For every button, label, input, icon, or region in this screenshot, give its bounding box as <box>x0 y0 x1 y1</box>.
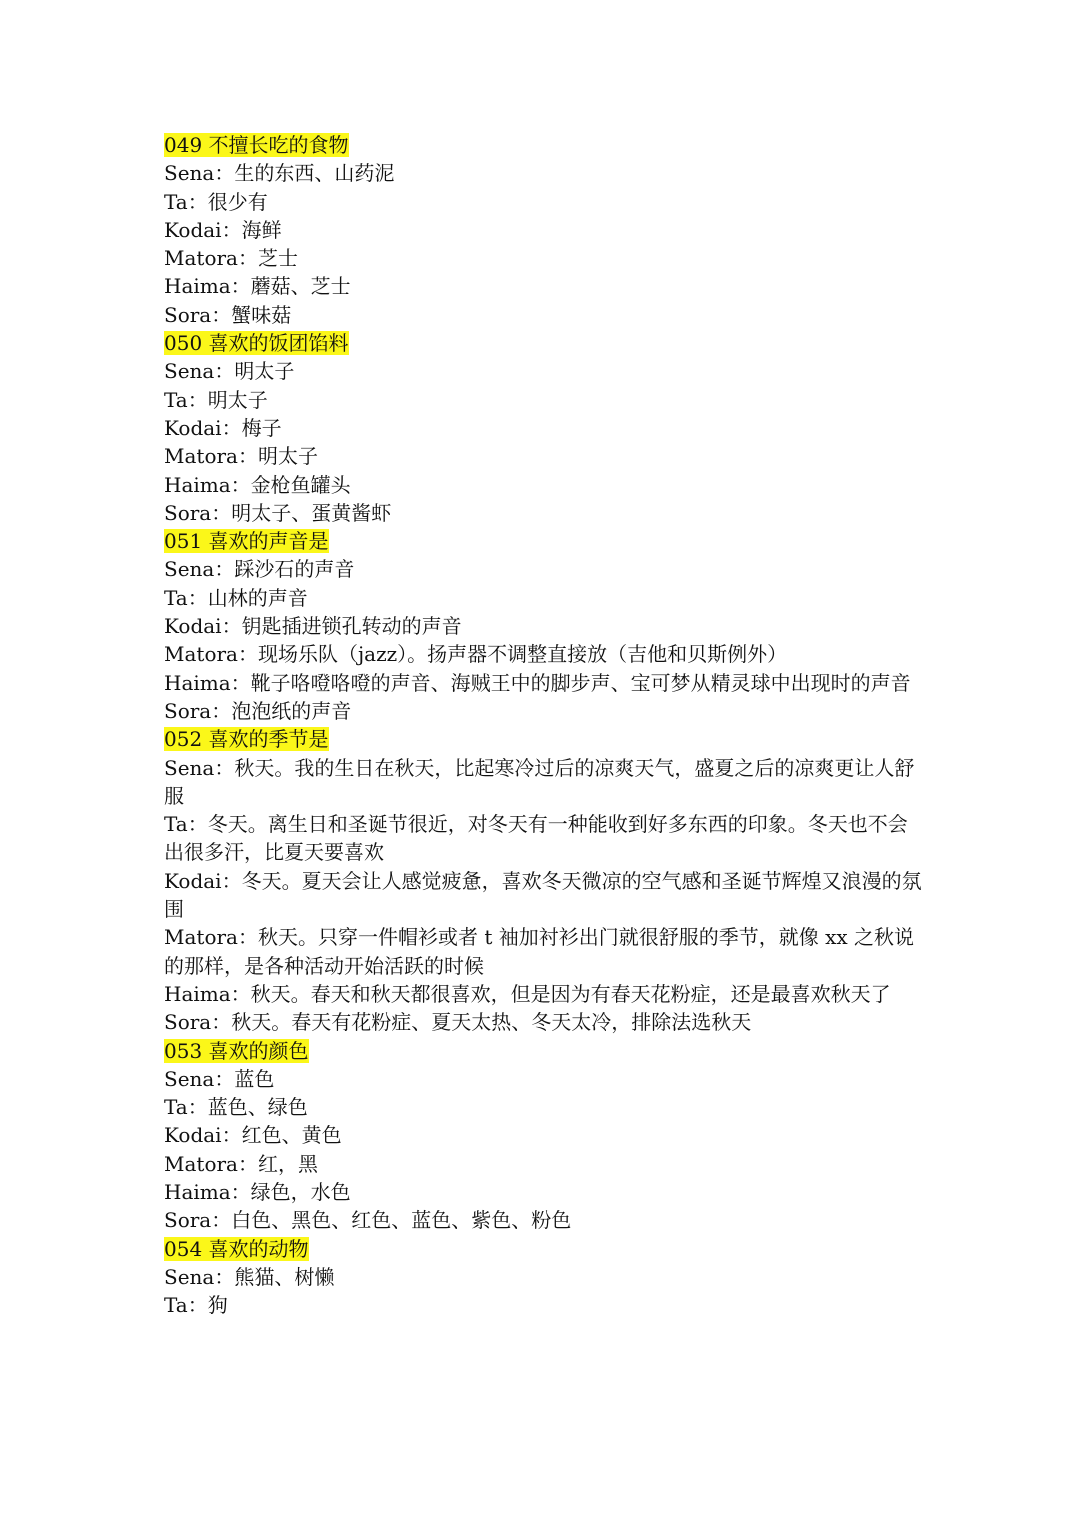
answer-entry <box>164 1065 924 1093</box>
member-name: Sena <box>164 755 215 780</box>
answer-entry <box>164 555 924 583</box>
name-separator: ： <box>237 1151 258 1176</box>
answer-entry <box>164 471 924 499</box>
member-answer: 蟹味菇 <box>231 302 292 327</box>
member-answer: 白色、黑色、红色、蓝色、紫色、粉色 <box>231 1208 572 1233</box>
name-separator: ： <box>211 302 232 327</box>
name-separator: ： <box>230 274 251 299</box>
answer-entry <box>164 669 924 697</box>
answer-entry <box>164 442 924 470</box>
answer-entry <box>164 612 924 640</box>
answer-entry <box>164 414 924 442</box>
member-name: Matora <box>164 925 238 950</box>
member-answer: 山林的声音 <box>207 585 308 610</box>
member-name: Ta <box>164 189 188 214</box>
question-heading <box>164 1037 924 1065</box>
name-separator: ： <box>187 1293 208 1318</box>
member-name: Sena <box>164 161 215 186</box>
member-name: Sora <box>164 698 212 723</box>
answer-entry <box>164 640 924 668</box>
name-separator: ： <box>211 500 232 525</box>
question-heading <box>164 725 924 753</box>
question-heading-text: 050 喜欢的饭团馅料 <box>164 331 349 356</box>
member-name: Haima <box>164 981 231 1006</box>
answer-entry <box>164 980 924 1008</box>
member-answer: 生的东西、山药泥 <box>234 161 395 186</box>
member-name: Kodai <box>164 868 222 893</box>
question-section <box>164 131 924 329</box>
member-name: Sena <box>164 557 215 582</box>
answer-entry <box>164 923 924 980</box>
name-separator: ： <box>214 1066 235 1091</box>
name-separator: ： <box>187 189 208 214</box>
answer-entry <box>164 697 924 725</box>
answer-entry <box>164 1093 924 1121</box>
member-name: Matora <box>164 1151 238 1176</box>
member-name: Ta <box>164 585 188 610</box>
name-separator: ： <box>214 1264 235 1289</box>
member-answer: 明太子、蛋黄酱虾 <box>231 500 392 525</box>
member-name: Haima <box>164 670 231 695</box>
answer-entry <box>164 1178 924 1206</box>
member-answer: 泡泡纸的声音 <box>231 698 352 723</box>
member-answer: 现场乐队（jazz）。扬声器不调整直接放（吉他和贝斯例外） <box>257 642 788 667</box>
member-name: Haima <box>164 1179 231 1204</box>
member-answer: 秋天。春天有花粉症、夏天太热、冬天太冷，排除法选秋天 <box>231 1010 752 1035</box>
member-name: Sora <box>164 302 212 327</box>
answer-entry <box>164 272 924 300</box>
answer-entry <box>164 1291 924 1319</box>
member-name: Kodai <box>164 614 222 639</box>
question-heading <box>164 527 924 555</box>
member-answer: 冬天。离生日和圣诞节很近，对冬天有一种能收到好多东西的印象。冬天也不会出很多汗，比夏天要喜欢 <box>164 812 908 865</box>
member-answer: 秋天。我的生日在秋天，比起寒冷过后的凉爽天气，盛夏之后的凉爽更让人舒服 <box>164 755 915 808</box>
answer-entry <box>164 244 924 272</box>
answer-entry <box>164 159 924 187</box>
question-heading <box>164 329 924 357</box>
member-name: Sena <box>164 1066 215 1091</box>
answer-entry <box>164 188 924 216</box>
name-separator: ： <box>187 1095 208 1120</box>
member-answer: 蓝色 <box>234 1066 275 1091</box>
name-separator: ： <box>237 246 258 271</box>
answer-entry <box>164 499 924 527</box>
name-separator: ： <box>221 1123 242 1148</box>
question-heading-text: 052 喜欢的季节是 <box>164 727 329 752</box>
name-separator: ： <box>187 387 208 412</box>
member-name: Sora <box>164 1208 212 1233</box>
answer-entry <box>164 1121 924 1149</box>
member-answer: 踩沙石的声音 <box>234 557 355 582</box>
name-separator: ： <box>221 868 242 893</box>
member-answer: 明太子 <box>234 359 295 384</box>
question-heading-text: 054 喜欢的动物 <box>164 1236 309 1261</box>
answer-entry <box>164 1206 924 1234</box>
question-section <box>164 725 924 1036</box>
question-heading-text: 053 喜欢的颜色 <box>164 1038 309 1063</box>
answer-entry <box>164 1150 924 1178</box>
member-answer: 海鲜 <box>241 217 282 242</box>
question-section <box>164 1037 924 1235</box>
answer-entry <box>164 386 924 414</box>
member-name: Kodai <box>164 217 222 242</box>
question-heading <box>164 131 924 159</box>
member-answer: 红色、黄色 <box>241 1123 342 1148</box>
member-name: Ta <box>164 1293 188 1318</box>
member-name: Sena <box>164 359 215 384</box>
member-name: Sena <box>164 1264 215 1289</box>
name-separator: ： <box>214 359 235 384</box>
name-separator: ： <box>230 472 251 497</box>
question-heading-text: 051 喜欢的声音是 <box>164 529 329 554</box>
name-separator: ： <box>221 415 242 440</box>
answer-entry <box>164 810 924 867</box>
member-name: Kodai <box>164 1123 222 1148</box>
member-answer: 芝士 <box>257 246 298 271</box>
member-answer: 熊猫、树懒 <box>234 1264 335 1289</box>
member-name: Matora <box>164 642 238 667</box>
member-answer: 秋天。春天和秋天都很喜欢，但是因为有春天花粉症，还是最喜欢秋天了 <box>250 981 891 1006</box>
member-name: Haima <box>164 472 231 497</box>
member-name: Matora <box>164 246 238 271</box>
name-separator: ： <box>214 557 235 582</box>
question-heading <box>164 1235 924 1263</box>
answer-entry <box>164 584 924 612</box>
member-answer: 很少有 <box>207 189 268 214</box>
name-separator: ： <box>221 217 242 242</box>
question-heading-text: 049 不擅长吃的食物 <box>164 133 349 157</box>
member-name: Kodai <box>164 415 222 440</box>
name-separator: ： <box>211 1208 232 1233</box>
question-section <box>164 329 924 527</box>
answer-entry <box>164 216 924 244</box>
answer-entry <box>164 754 924 811</box>
member-name: Sora <box>164 1010 212 1035</box>
member-name: Haima <box>164 274 231 299</box>
member-name: Matora <box>164 444 238 469</box>
member-answer: 秋天。只穿一件帽衫或者 t 袖加衬衫出门就很舒服的季节，就像 xx 之秋说的那样，是各种活动开始活跃的时候 <box>164 925 914 978</box>
question-section <box>164 527 924 725</box>
name-separator: ： <box>230 1179 251 1204</box>
answer-entry <box>164 1008 924 1036</box>
member-answer: 金枪鱼罐头 <box>250 472 351 497</box>
name-separator: ： <box>237 925 258 950</box>
question-section <box>164 1235 924 1320</box>
member-name: Ta <box>164 387 188 412</box>
member-answer: 靴子咯噔咯噔的声音、海贼王中的脚步声、宝可梦从精灵球中出现时的声音 <box>250 670 911 695</box>
member-answer: 蓝色、绿色 <box>207 1095 308 1120</box>
member-answer: 蘑菇、芝士 <box>250 274 351 299</box>
answer-entry <box>164 301 924 329</box>
name-separator: ： <box>237 642 258 667</box>
name-separator: ： <box>187 585 208 610</box>
answer-entry <box>164 357 924 385</box>
name-separator: ： <box>221 614 242 639</box>
member-answer: 钥匙插进锁孔转动的声音 <box>241 614 462 639</box>
document-body <box>164 131 924 1319</box>
member-answer: 梅子 <box>241 415 282 440</box>
name-separator: ： <box>237 444 258 469</box>
member-name: Ta <box>164 1095 188 1120</box>
name-separator: ： <box>230 670 251 695</box>
member-answer: 红，黑 <box>257 1151 318 1176</box>
member-name: Ta <box>164 812 188 837</box>
member-answer: 狗 <box>207 1293 228 1318</box>
member-answer: 绿色，水色 <box>250 1179 351 1204</box>
member-answer: 明太子 <box>257 444 318 469</box>
name-separator: ： <box>214 161 235 186</box>
name-separator: ： <box>211 698 232 723</box>
member-answer: 冬天。夏天会让人感觉疲惫，喜欢冬天微凉的空气感和圣诞节辉煌又浪漫的氛围 <box>164 868 922 922</box>
member-name: Sora <box>164 500 212 525</box>
answer-entry <box>164 1263 924 1291</box>
answer-entry <box>164 867 924 924</box>
name-separator: ： <box>230 981 251 1006</box>
member-answer: 明太子 <box>207 387 268 412</box>
name-separator: ： <box>214 755 235 780</box>
name-separator: ： <box>187 812 208 837</box>
name-separator: ： <box>211 1010 232 1035</box>
